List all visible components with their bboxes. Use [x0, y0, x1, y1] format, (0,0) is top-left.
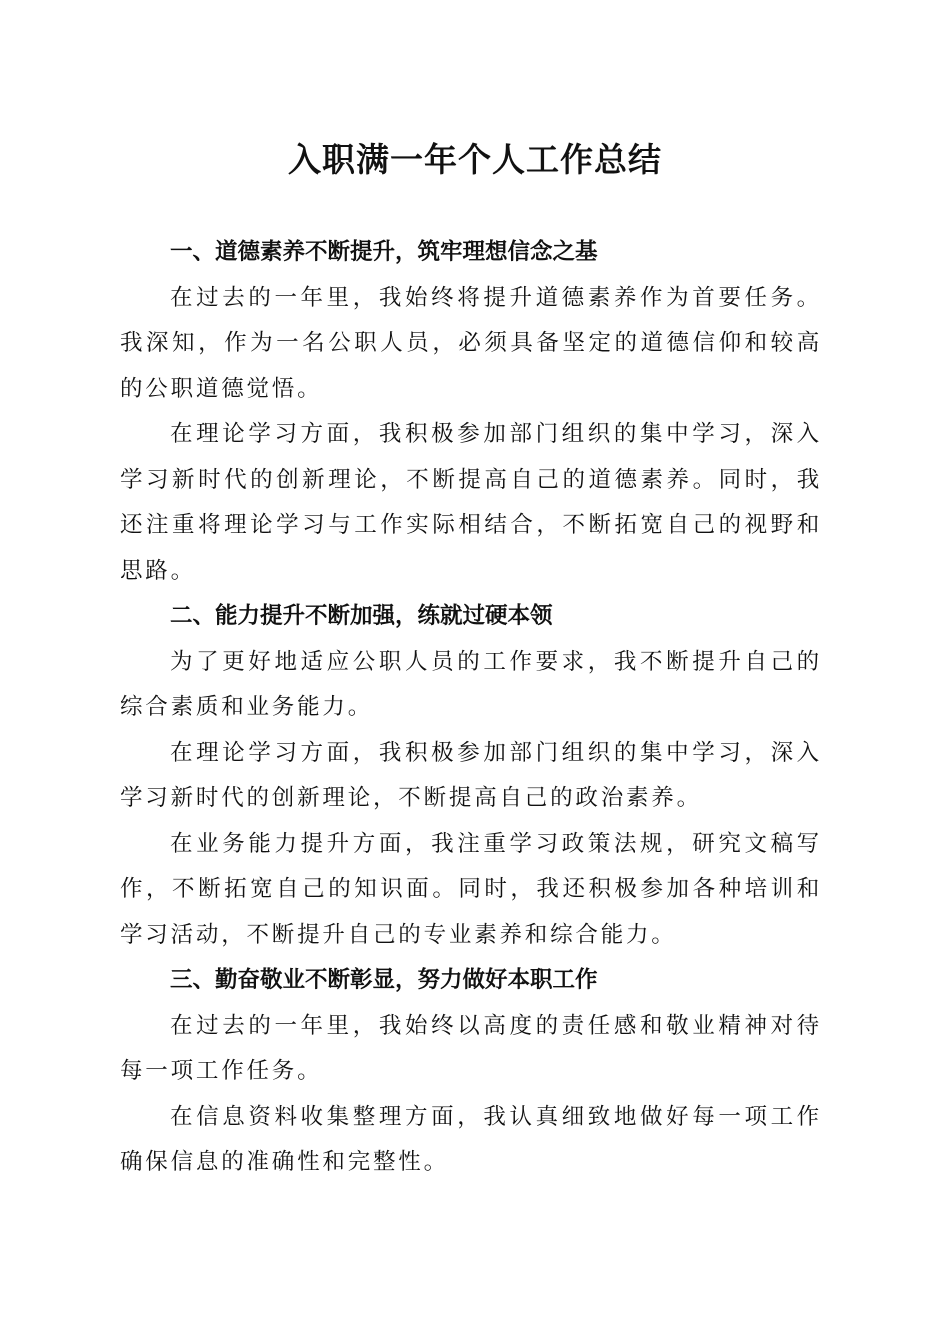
paragraph: 为了更好地适应公职人员的工作要求，我不断提升自己的综合素质和业务能力。: [120, 648, 822, 720]
paragraph: 在信息资料收集整理方面，我认真细致地做好每一项工作确保信息的准确性和完整性。: [120, 1103, 822, 1175]
document-title: 入职满一年个人工作总结: [288, 140, 662, 179]
paragraph: 在过去的一年里，我始终以高度的责任感和敬业精神对待每一项工作任务。: [120, 1012, 822, 1084]
paragraph: 在过去的一年里，我始终将提升道德素养作为首要任务。我深知，作为一名公职人员，必须具备坚定的道德信仰和较高的公职道德觉悟。: [120, 284, 822, 402]
paragraph: 在理论学习方面，我积极参加部门组织的集中学习，深入学习新时代的创新理论，不断提高自己的道德素养。同时，我还注重将理论学习与工作实际相结合，不断拓宽自己的视野和思路。: [120, 421, 822, 584]
section-3: [120, 958, 822, 1186]
section-heading: 一、道德素养不断提升，筑牢理想信念之基: [170, 239, 598, 265]
section-heading: 二、能力提升不断加强，练就过硬本领: [170, 603, 553, 629]
document-body: [120, 230, 822, 1186]
section-1: [120, 230, 822, 594]
paragraph: 在理论学习方面，我积极参加部门组织的集中学习，深入学习新时代的创新理论，不断提高自己的政治素养。: [120, 739, 822, 811]
paragraph: 在业务能力提升方面，我注重学习政策法规，研究文稿写作，不断拓宽自己的知识面。同时，我还积极参加各种培训和学习活动，不断提升自己的专业素养和综合能力。: [120, 830, 822, 948]
section-heading: 三、勤奋敬业不断彰显，努力做好本职工作: [170, 967, 598, 993]
section-2: [120, 594, 822, 958]
